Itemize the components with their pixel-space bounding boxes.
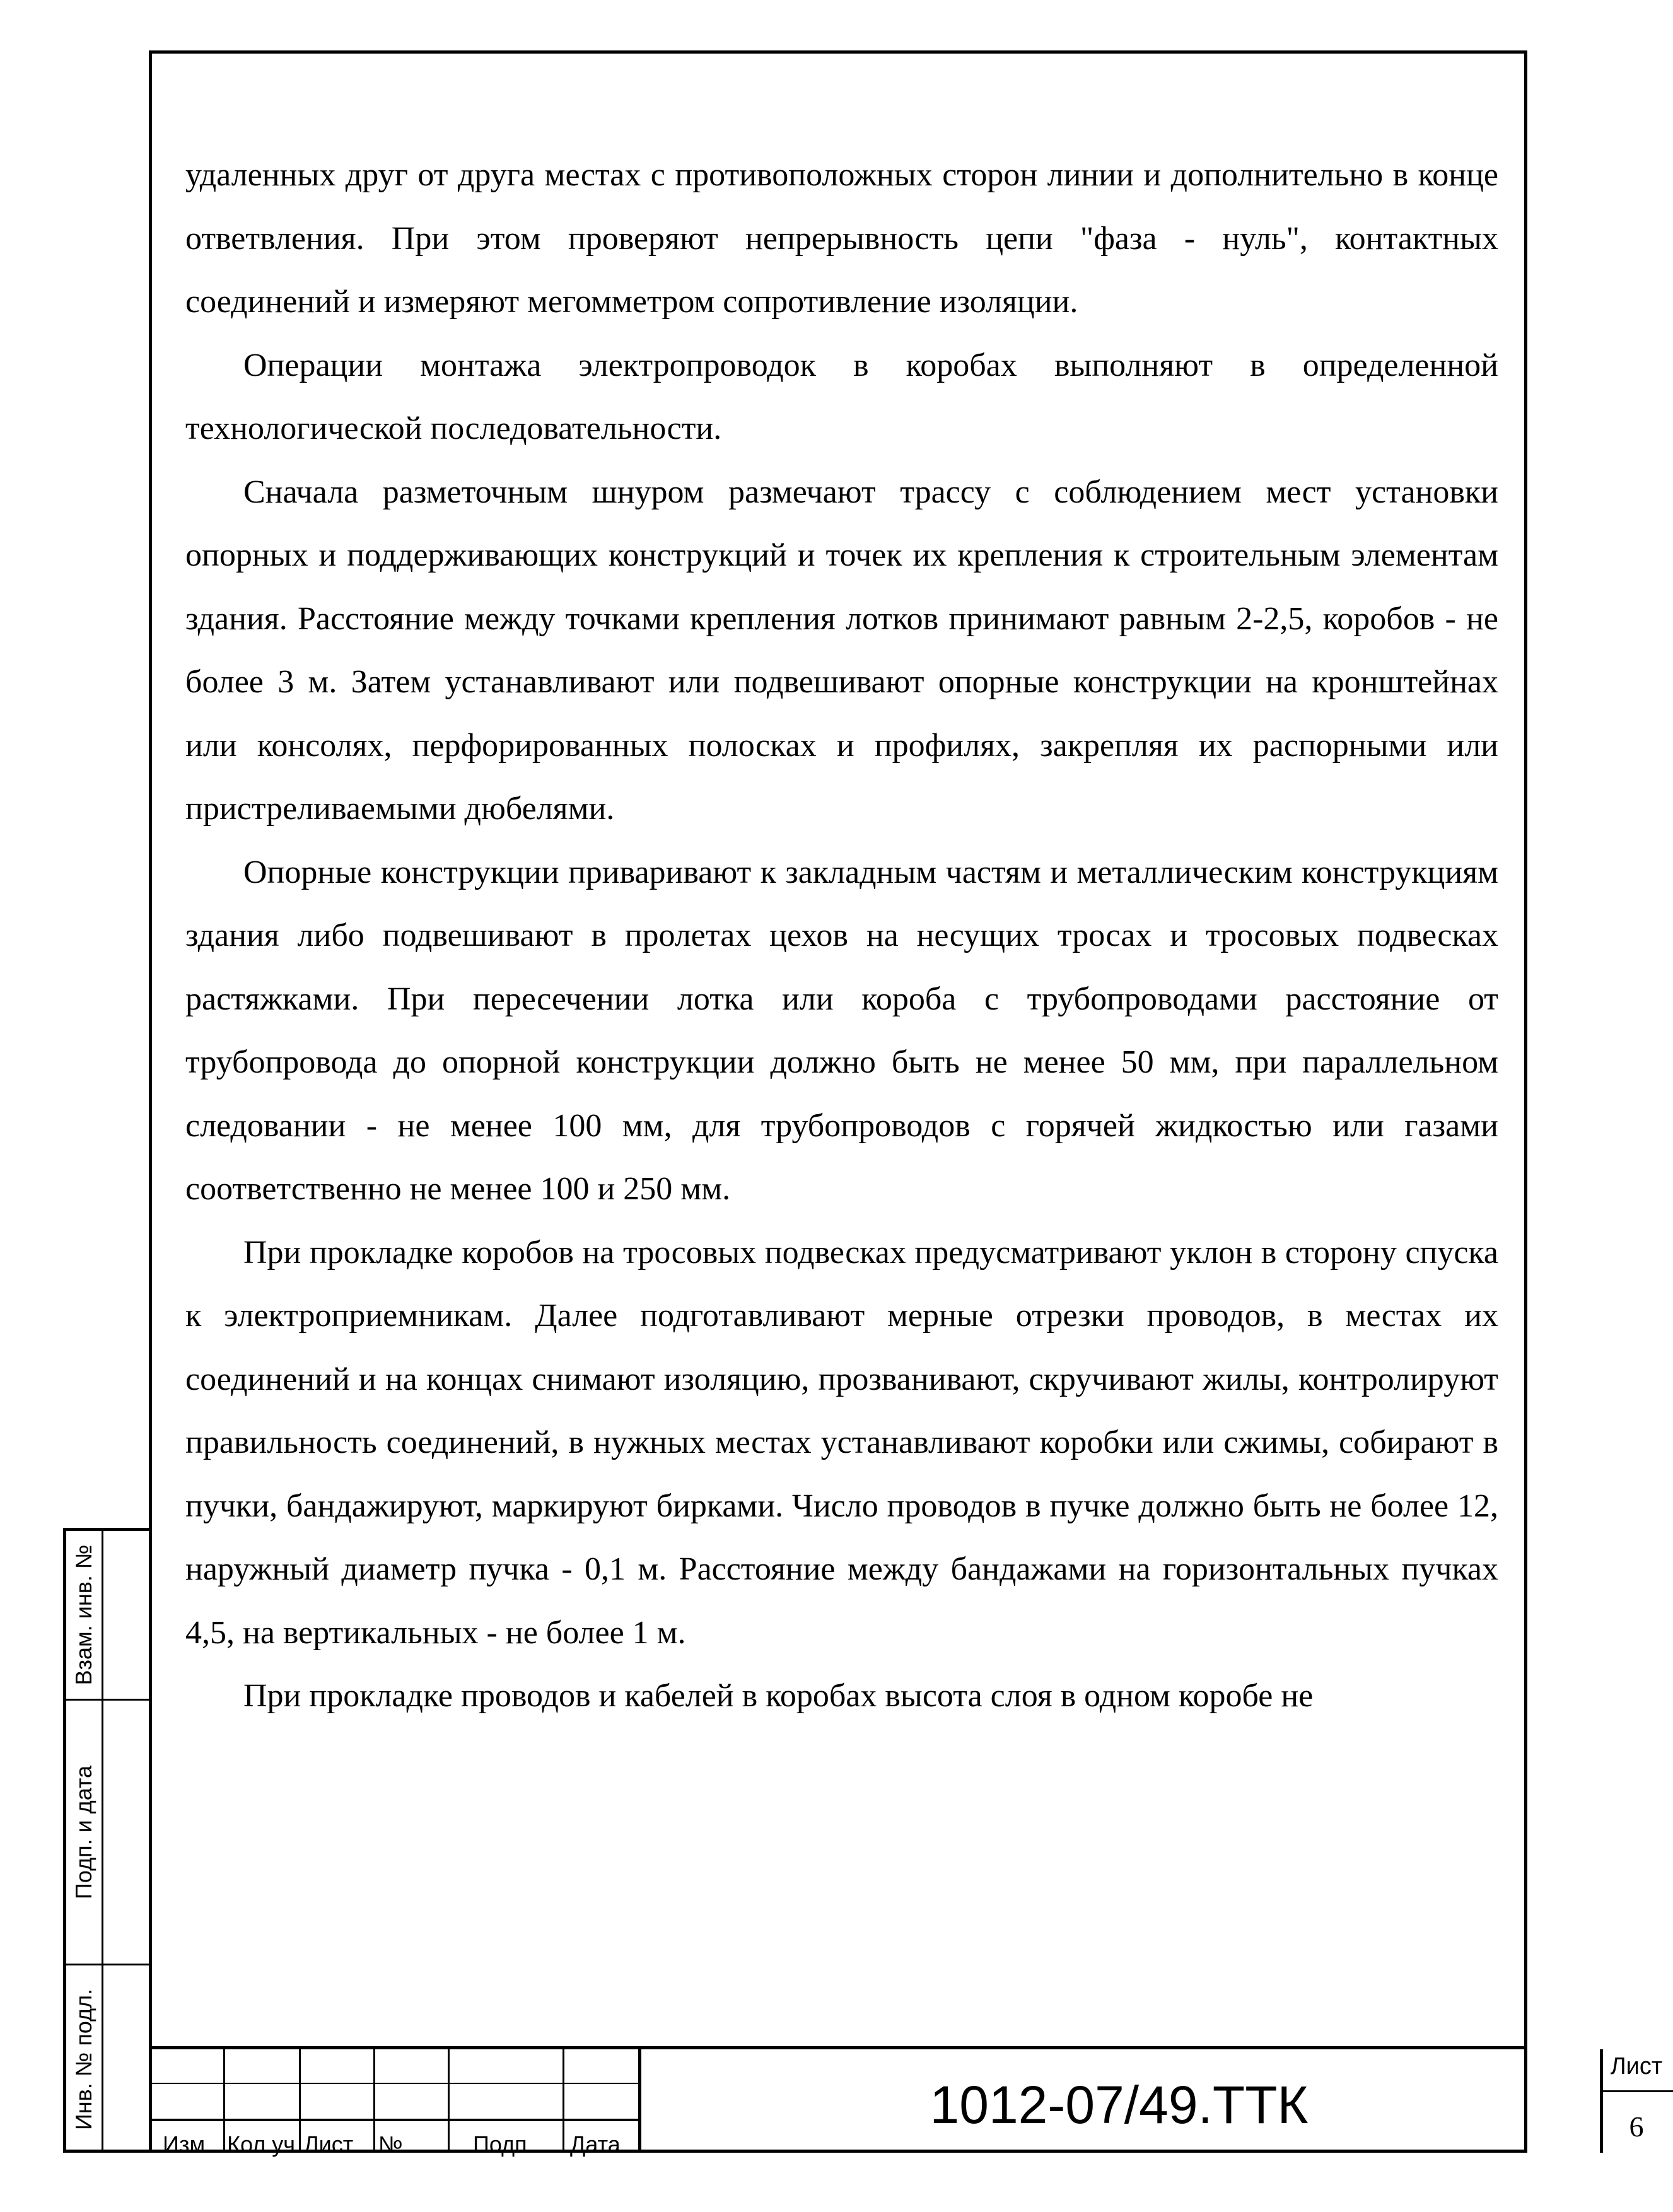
side-stamp-divider bbox=[102, 1965, 103, 2153]
paragraph: При прокладке проводов и кабелей в коробах высота слоя в одном коробе не bbox=[243, 1678, 1314, 1714]
header-kol-uch: Кол.уч bbox=[227, 2131, 295, 2157]
title-block-row-line bbox=[149, 2083, 638, 2084]
paragraph: Опорные конструкции приваривают к закладным частям и металлическим конструкциям здания либо подвешивают в пролетах цехов на несущих тросах и тросовых подвесках растяжками. При пересечении лотка или короба с трубопроводами расстояние от трубопровода до опорной конструкции должно быть не менее 50 мм, при параллельном следовании - не менее 100 мм, для трубопроводов с горячей жидкостью или газами соответственно не менее 100 и 250 мм. bbox=[185, 854, 1498, 1207]
header-izm: Изм bbox=[163, 2131, 206, 2157]
side-stamp-replaced-inv-label: Взам. инв. № bbox=[71, 1544, 96, 1685]
side-stamp-inv-orig-label: Инв. № подл. bbox=[71, 1988, 96, 2130]
header-podp: Подп. bbox=[473, 2131, 533, 2157]
title-block-col-line bbox=[299, 2049, 301, 2153]
title-block bbox=[149, 2046, 1663, 2157]
side-stamp-replaced-inv bbox=[66, 1531, 149, 1701]
side-stamp-sign-date-label: Подп. и дата bbox=[71, 1765, 96, 1899]
sheet-label: Лист bbox=[1610, 2053, 1663, 2080]
title-block-col-line bbox=[448, 2049, 450, 2153]
paragraph: Сначала разметочным шнуром размечают трассу с соблюдением мест установки опорных и поддерживающих конструкций и точек их крепления к строительным элементам здания. Расстояние между точками крепления лотков принимают равным 2-2,5, коробов - не более 3 м. Затем устанавливают или подвешивают опорные конструкции на кронштейнах или консолях, перфорированных полосках и профилях, закрепляя их распорными или пристреливаемыми дюбелями. bbox=[185, 474, 1498, 827]
paragraph-continuation: удаленных друг от друга местах с противоположных сторон линии и дополнительно в конце ответвления. При этом проверяют непрерывность цепи "фаза - нуль", контактных соединений и измеряют мегомметром сопротивление изоляции. bbox=[185, 157, 1498, 320]
header-data: Дата bbox=[570, 2131, 621, 2157]
paragraph: При прокладке коробов на тросовых подвесках предусматривают уклон в сторону спуска к электроприемникам. Далее подготавливают мерные отрезки проводов, в местах их соединений и на концах снимают изоляцию, прозванивают, скручивают жилы, контролируют правильность соединений, в нужных местах устанавливают коробки или сжимы, собирают в пучки, бандажируют, маркируют бирками. Число проводов в пучке должно быть не более 12, наружный диаметр пучка - 0,1 м. Расстояние между бандажами на горизонтальных пучках 4,5, на вертикальных - не более 1 м. bbox=[185, 1234, 1498, 1651]
document-code: 1012-07/49.ТТК bbox=[930, 2075, 1309, 2134]
header-num: № bbox=[378, 2131, 403, 2157]
sheet-divider bbox=[1600, 2090, 1673, 2092]
title-block-col-line bbox=[373, 2049, 375, 2153]
side-stamp bbox=[63, 1528, 149, 2153]
title-block-col-line bbox=[223, 2049, 225, 2153]
side-stamp-sign-date bbox=[66, 1701, 149, 1965]
title-block-row-line bbox=[149, 2119, 638, 2121]
paragraph: Операции монтажа электропроводок в коробах выполняют в определенной технологической последовательности. bbox=[185, 347, 1498, 446]
sheet-number: 6 bbox=[1629, 2110, 1644, 2143]
header-list: Лист bbox=[304, 2131, 354, 2157]
side-stamp-divider bbox=[102, 1701, 103, 1964]
side-stamp-inv-orig bbox=[66, 1965, 149, 2153]
document-body bbox=[185, 144, 1498, 1728]
title-block-col-line bbox=[563, 2049, 564, 2153]
side-stamp-divider bbox=[102, 1531, 103, 1699]
